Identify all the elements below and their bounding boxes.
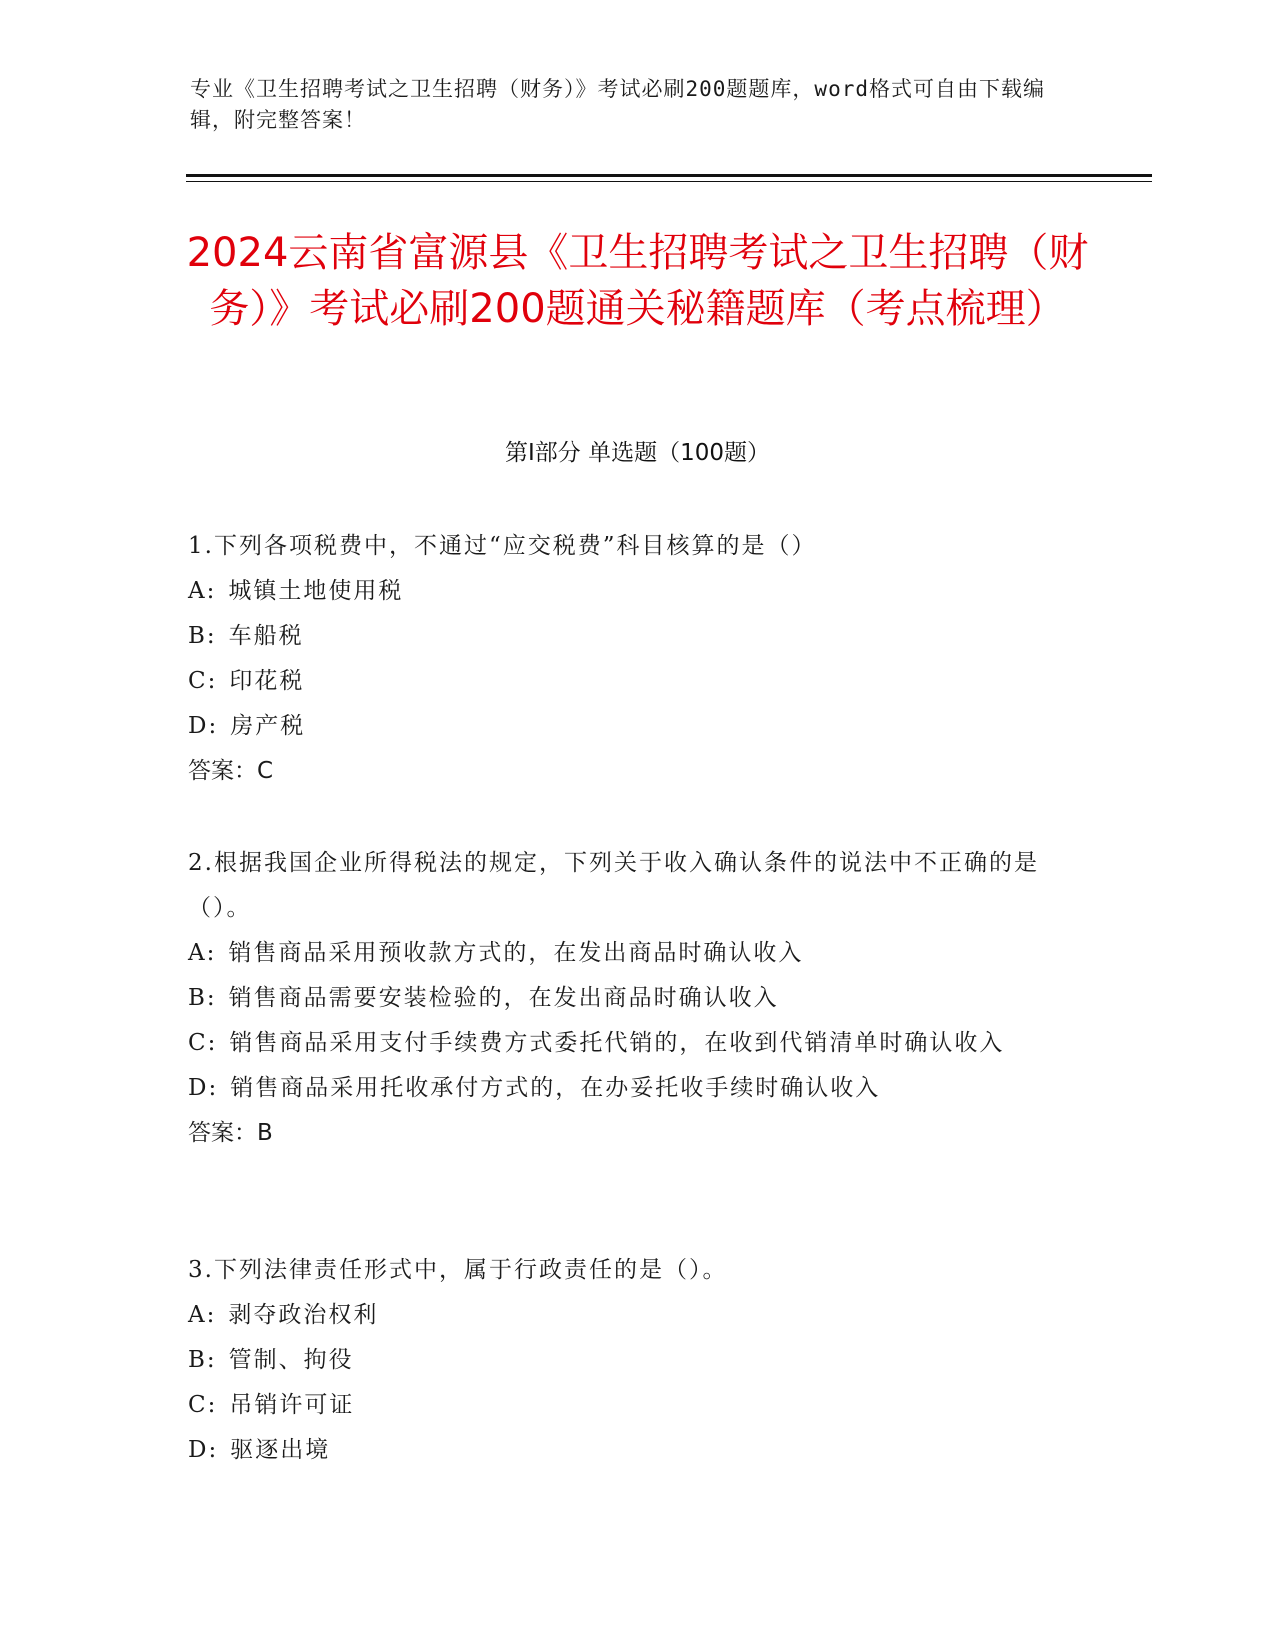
option-text: 销售商品需要安装检验的，在发出商品时确认收入 (228, 985, 779, 1011)
section-title: 第Ⅰ部分 单选题（100题） (505, 440, 770, 466)
option-d (188, 1066, 1088, 1111)
option-c (188, 659, 1088, 704)
option-text: 城镇土地使用税 (228, 578, 404, 604)
option-a (188, 569, 1088, 614)
option-key: D: (188, 1075, 219, 1101)
option-key: C: (188, 1392, 218, 1418)
option-text: 驱逐出境 (230, 1437, 331, 1463)
option-text: 销售商品采用支付手续费方式委托代销的，在收到代销清单时确认收入 (229, 1030, 1005, 1056)
option-text: 吊销许可证 (229, 1392, 355, 1418)
option-key: C: (188, 1030, 218, 1056)
option-b (188, 614, 1088, 659)
option-text: 销售商品采用预收款方式的，在发出商品时确认收入 (228, 940, 804, 966)
option-b (188, 976, 1088, 1021)
option-c (188, 1021, 1088, 1066)
question-stem: 1.下列各项税费中，不通过“应交税费”科目核算的是（） (188, 533, 817, 559)
option-text: 房产税 (230, 713, 306, 739)
option-text: 印花税 (229, 668, 305, 694)
answer-line: 答案：B (188, 1120, 273, 1146)
option-d (188, 704, 1088, 749)
option-key: D: (188, 1437, 219, 1463)
question-block (188, 1248, 1088, 1473)
option-text: 车船税 (228, 623, 304, 649)
option-text: 剥夺政治权利 (228, 1302, 379, 1328)
question-stem: 2.根据我国企业所得税法的规定，下列关于收入确认条件的说法中不正确的是（）。 (188, 850, 1039, 921)
header-note: 专业《卫生招聘考试之卫生招聘（财务）》考试必刷200题题库，word格式可自由下载编辑，附完整答案！ (190, 77, 1045, 132)
document-title: 2024云南省富源县《卫生招聘考试之卫生招聘（财务）》考试必刷200题通关秘籍题库（考点梳理） (186, 230, 1089, 332)
question-block (188, 841, 1088, 1156)
question-stem: 3.下列法律责任形式中，属于行政责任的是（）。 (188, 1257, 728, 1283)
answer-line: 答案：C (188, 758, 274, 784)
question-block (188, 524, 1088, 794)
option-text: 销售商品采用托收承付方式的，在办妥托收手续时确认收入 (230, 1075, 881, 1101)
option-key: B: (188, 1347, 217, 1373)
option-key: A: (188, 578, 217, 604)
option-d (188, 1428, 1088, 1473)
option-key: A: (188, 1302, 217, 1328)
option-key: B: (188, 985, 217, 1011)
option-a (188, 1293, 1088, 1338)
header-divider-thick (186, 174, 1152, 177)
option-text: 管制、拘役 (228, 1347, 354, 1373)
option-key: C: (188, 668, 218, 694)
option-key: D: (188, 713, 219, 739)
option-key: A: (188, 940, 217, 966)
option-b (188, 1338, 1088, 1383)
option-key: B: (188, 623, 217, 649)
option-a (188, 931, 1088, 976)
option-c (188, 1383, 1088, 1428)
header-divider-thin (186, 181, 1152, 182)
